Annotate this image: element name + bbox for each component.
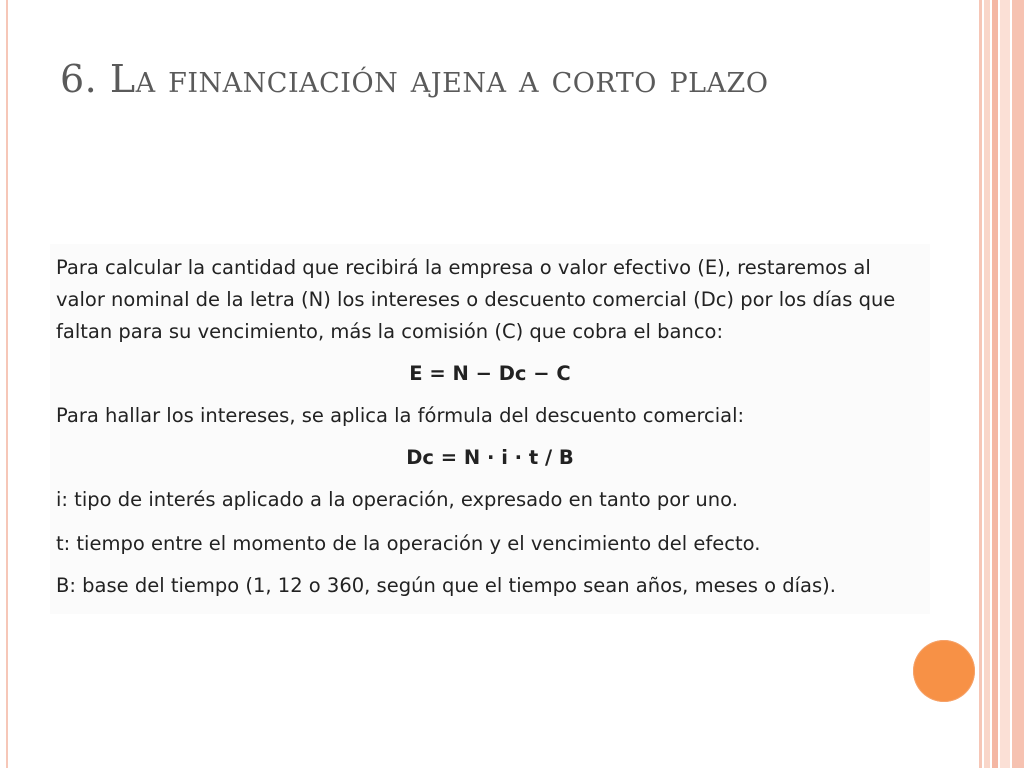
- formula-commercial-discount: Dc = N · i · t / B: [406, 446, 574, 469]
- slide-title: 6. La financiación ajena a corto plazo: [60, 57, 769, 101]
- right-stripe-4: [1000, 0, 1010, 768]
- interest-intro: Para hallar los intereses, se aplica la fórmula del descuento comercial:: [56, 404, 745, 427]
- right-stripe-2: [984, 0, 990, 768]
- definition-t: t: tiempo entre el momento de la operación y el vencimiento del efecto.: [56, 532, 761, 555]
- definition-i: i: tipo de interés aplicado a la operación, expresado en tanto por uno.: [56, 488, 738, 511]
- content-image: [50, 244, 930, 614]
- right-stripe-5: [1012, 0, 1024, 768]
- left-accent-line: [6, 0, 8, 768]
- paragraph-line-2: valor nominal de la letra (N) los intereses o descuento comercial (Dc) por los días que: [56, 288, 896, 311]
- definition-b: B: base del tiempo (1, 12 o 360, según que el tiempo sean años, meses o días).: [56, 574, 836, 597]
- paragraph-line-3: faltan para su vencimiento, más la comisión (C) que cobra el banco:: [56, 320, 724, 343]
- formula-effective-value: E = N − Dc − C: [409, 362, 571, 385]
- right-stripe-1: [979, 0, 982, 768]
- paragraph-line-1: Para calcular la cantidad que recibirá la empresa o valor efectivo (E), restaremos al: [56, 256, 871, 279]
- right-stripe-3: [992, 0, 998, 768]
- orange-circle-decoration: [913, 640, 975, 702]
